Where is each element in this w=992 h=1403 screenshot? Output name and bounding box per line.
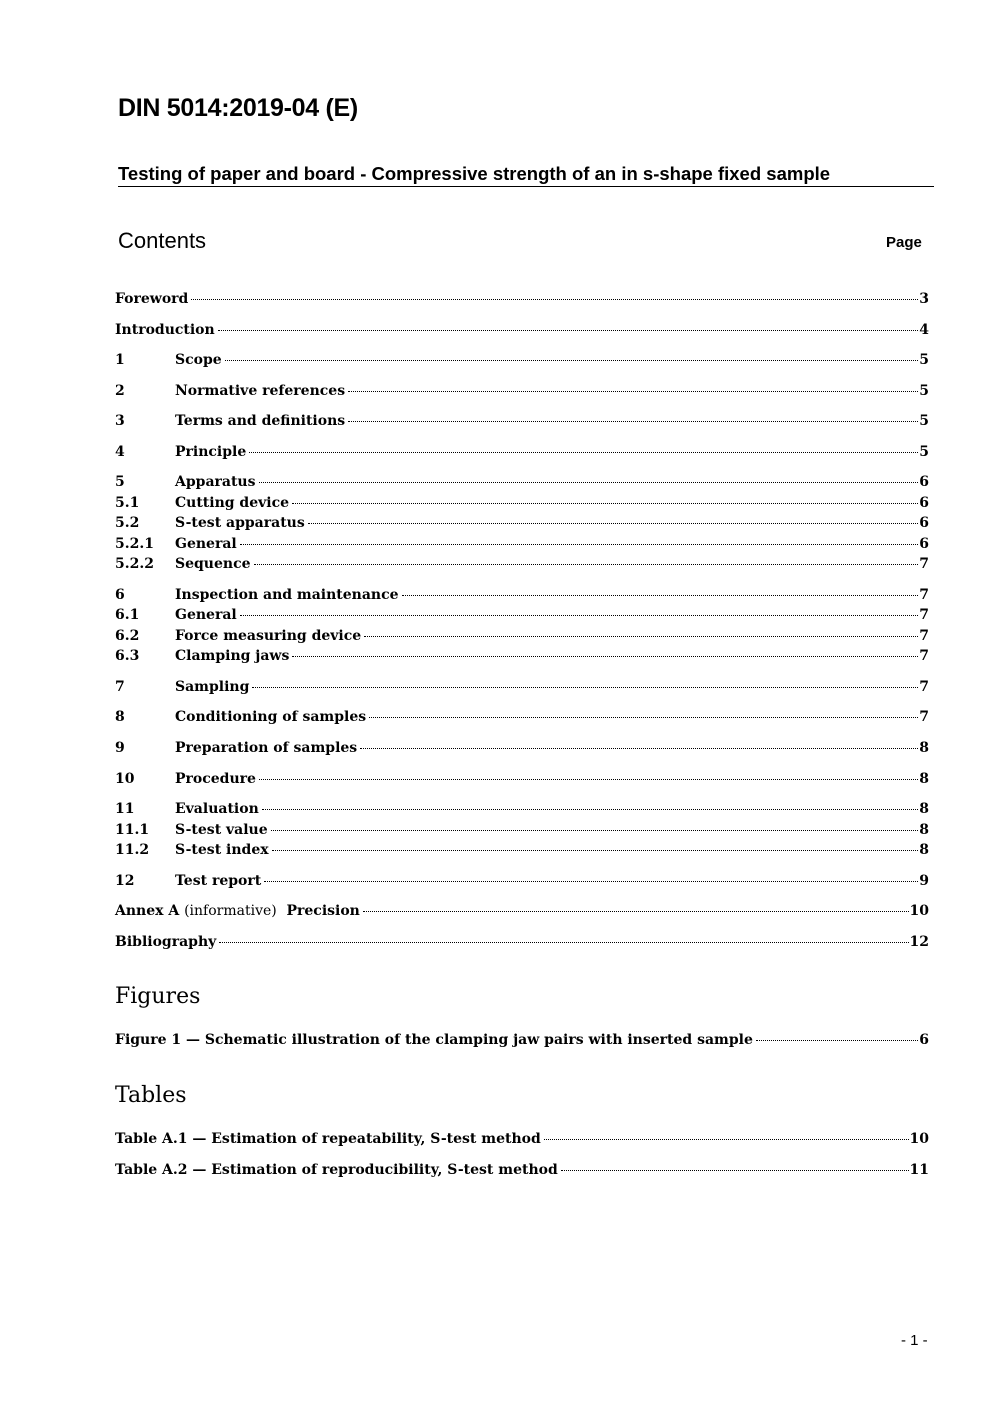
toc-title: Table A.1 — Estimation of repeatability, S-test method (115, 1131, 541, 1147)
toc-title: Evaluation (175, 801, 259, 817)
toc-title: Test report (175, 873, 262, 889)
toc-page: 11 (909, 1162, 929, 1178)
toc-page: 8 (919, 771, 929, 787)
toc-page: 7 (919, 607, 929, 623)
toc-title: Force measuring device (175, 628, 362, 644)
tables-heading: Tables (115, 1083, 187, 1108)
page-number: - 1 - (901, 1332, 928, 1349)
toc-title: Normative references (175, 383, 346, 399)
toc-page: 7 (919, 709, 929, 725)
toc-title: Clamping jaws (175, 648, 290, 664)
toc-entry-table-a2[interactable] (115, 1162, 929, 1182)
figures-heading: Figures (115, 984, 201, 1009)
toc-leader-dots (254, 564, 919, 565)
toc-title: Table A.2 — Estimation of reproducibility, S-test method (115, 1162, 558, 1178)
document-id: DIN 5014:2019-04 (E) (118, 94, 358, 122)
toc-number: 5.2.1 (115, 536, 154, 552)
toc-number: 9 (115, 740, 125, 756)
toc-page: 5 (919, 444, 929, 460)
toc-entry-introduction[interactable] (115, 322, 929, 342)
toc-entry-apparatus[interactable] (115, 474, 929, 494)
toc-leader-dots (360, 748, 918, 749)
toc-page: 7 (919, 556, 929, 572)
toc-leader-dots (240, 544, 919, 545)
toc-entry-terms-and-definitions[interactable] (115, 413, 929, 433)
toc-entry-conditioning-of-samples[interactable] (115, 709, 929, 729)
toc-number: 2 (115, 383, 125, 399)
toc-entry-test-report[interactable] (115, 873, 929, 893)
toc-entry-s-test-index[interactable] (115, 842, 929, 862)
toc-title: General (175, 607, 237, 623)
toc-page: 6 (919, 495, 929, 511)
toc-entry-annex-a[interactable] (115, 903, 929, 923)
toc-title: Cutting device (175, 495, 289, 511)
toc-title: Foreword (115, 291, 189, 307)
toc-entry-figure-1[interactable] (115, 1032, 929, 1052)
toc-entry-scope[interactable] (115, 352, 929, 372)
toc-number: 8 (115, 709, 125, 725)
toc-title: Procedure (175, 771, 256, 787)
toc-leader-dots (292, 656, 918, 657)
toc-leader-dots (240, 615, 919, 616)
toc-number: 6 (115, 587, 125, 603)
toc-leader-dots (259, 482, 919, 483)
toc-title: S-test apparatus (175, 515, 305, 531)
toc-leader-dots (402, 595, 919, 596)
toc-entry-general-6-1[interactable] (115, 607, 929, 627)
toc-title: S-test value (175, 822, 268, 838)
toc-entry-s-test-apparatus[interactable] (115, 515, 929, 535)
toc-entry-sequence[interactable] (115, 556, 929, 576)
toc-leader-dots (225, 360, 919, 361)
toc-title: General (175, 536, 237, 552)
toc-page: 6 (919, 536, 929, 552)
toc-number: 11 (115, 801, 135, 817)
toc-leader-dots (308, 523, 919, 524)
toc-title: S-test index (175, 842, 269, 858)
toc-number: 11.1 (115, 822, 150, 838)
toc-number: 5.2.2 (115, 556, 154, 572)
toc-leader-dots (218, 330, 919, 331)
annex-note: (informative) (184, 903, 277, 919)
toc-title: Conditioning of samples (175, 709, 367, 725)
toc-page: 7 (919, 628, 929, 644)
toc-page: 10 (909, 903, 929, 919)
toc-entry-clamping-jaws[interactable] (115, 648, 929, 668)
contents-heading: Contents (118, 228, 207, 253)
toc-leader-dots (252, 687, 918, 688)
toc-leader-dots (756, 1040, 918, 1041)
toc-leader-dots (561, 1170, 909, 1171)
toc-title: Figure 1 — Schematic illustration of the clamping jaw pairs with inserted sample (115, 1032, 753, 1048)
toc-page: 8 (919, 801, 929, 817)
toc-entry-cutting-device[interactable] (115, 495, 929, 515)
toc-number: 5 (115, 474, 125, 490)
toc-page: 7 (919, 679, 929, 695)
toc-title: Scope (175, 352, 222, 368)
toc-title: Preparation of samples (175, 740, 358, 756)
toc-page: 5 (919, 413, 929, 429)
toc-title: Principle (175, 444, 247, 460)
toc-leader-dots (259, 779, 918, 780)
toc-leader-dots (262, 809, 919, 810)
toc-leader-dots (272, 850, 919, 851)
toc-title: Sampling (175, 679, 250, 695)
toc-page: 7 (919, 648, 929, 664)
toc-leader-dots (348, 421, 918, 422)
toc-entry-bibliography[interactable] (115, 934, 929, 954)
toc-entry-foreword[interactable] (115, 291, 929, 311)
toc-page: 6 (919, 515, 929, 531)
toc-entry-force-measuring-device[interactable] (115, 628, 929, 648)
toc-leader-dots (348, 391, 918, 392)
toc-page: 4 (919, 322, 929, 338)
toc-leader-dots (264, 881, 918, 882)
toc-leader-dots (364, 636, 918, 637)
toc-title (115, 903, 360, 919)
toc-entry-principle[interactable] (115, 444, 929, 464)
toc-page: 8 (919, 740, 929, 756)
toc-page: 3 (919, 291, 929, 307)
toc-entry-preparation-of-samples[interactable] (115, 740, 929, 760)
toc-number: 5.2 (115, 515, 140, 531)
toc-entry-procedure[interactable] (115, 771, 929, 791)
toc-leader-dots (544, 1139, 909, 1140)
toc-entry-sampling[interactable] (115, 679, 929, 699)
toc-page: 6 (919, 474, 929, 490)
toc-entry-table-a1[interactable] (115, 1131, 929, 1151)
toc-leader-dots (363, 911, 909, 912)
toc-title: Sequence (175, 556, 251, 572)
toc-number: 5.1 (115, 495, 140, 511)
toc-page: 9 (919, 873, 929, 889)
toc-leader-dots (292, 503, 918, 504)
toc-leader-dots (271, 830, 919, 831)
toc-leader-dots (219, 942, 908, 943)
toc-title: Apparatus (175, 474, 256, 490)
toc-leader-dots (369, 717, 918, 718)
toc-page: 6 (919, 1032, 929, 1048)
toc-number: 11.2 (115, 842, 150, 858)
toc-number: 3 (115, 413, 125, 429)
document-title: Testing of paper and board - Compressive strength of an in s-shape fixed sample (118, 163, 934, 187)
toc-number: 12 (115, 873, 135, 889)
toc-title: Introduction (115, 322, 215, 338)
toc-page: 12 (909, 934, 929, 950)
toc-page: 8 (919, 842, 929, 858)
page-column-heading: Page (886, 234, 922, 251)
toc-number: 4 (115, 444, 125, 460)
toc-entry-evaluation[interactable] (115, 801, 929, 821)
toc-number: 6.1 (115, 607, 140, 623)
toc-leader-dots (249, 452, 918, 453)
toc-title: Inspection and maintenance (175, 587, 399, 603)
toc-page: 5 (919, 383, 929, 399)
toc-number: 7 (115, 679, 125, 695)
toc-number: 6.3 (115, 648, 140, 664)
toc-number: 10 (115, 771, 135, 787)
toc-entry-s-test-value[interactable] (115, 822, 929, 842)
toc-entry-inspection-and-maintenance[interactable] (115, 587, 929, 607)
toc-page: 7 (919, 587, 929, 603)
toc-title: Terms and definitions (175, 413, 346, 429)
toc-page: 10 (909, 1131, 929, 1147)
toc-number: 1 (115, 352, 125, 368)
toc-entry-normative-references[interactable] (115, 383, 929, 403)
toc-number: 6.2 (115, 628, 140, 644)
toc-leader-dots (191, 299, 918, 300)
toc-title: Bibliography (115, 934, 217, 950)
annex-label: Annex A (115, 903, 180, 919)
toc-page: 8 (919, 822, 929, 838)
annex-subject: Precision (286, 903, 360, 919)
toc-entry-general-5-2-1[interactable] (115, 536, 929, 556)
toc-page: 5 (919, 352, 929, 368)
